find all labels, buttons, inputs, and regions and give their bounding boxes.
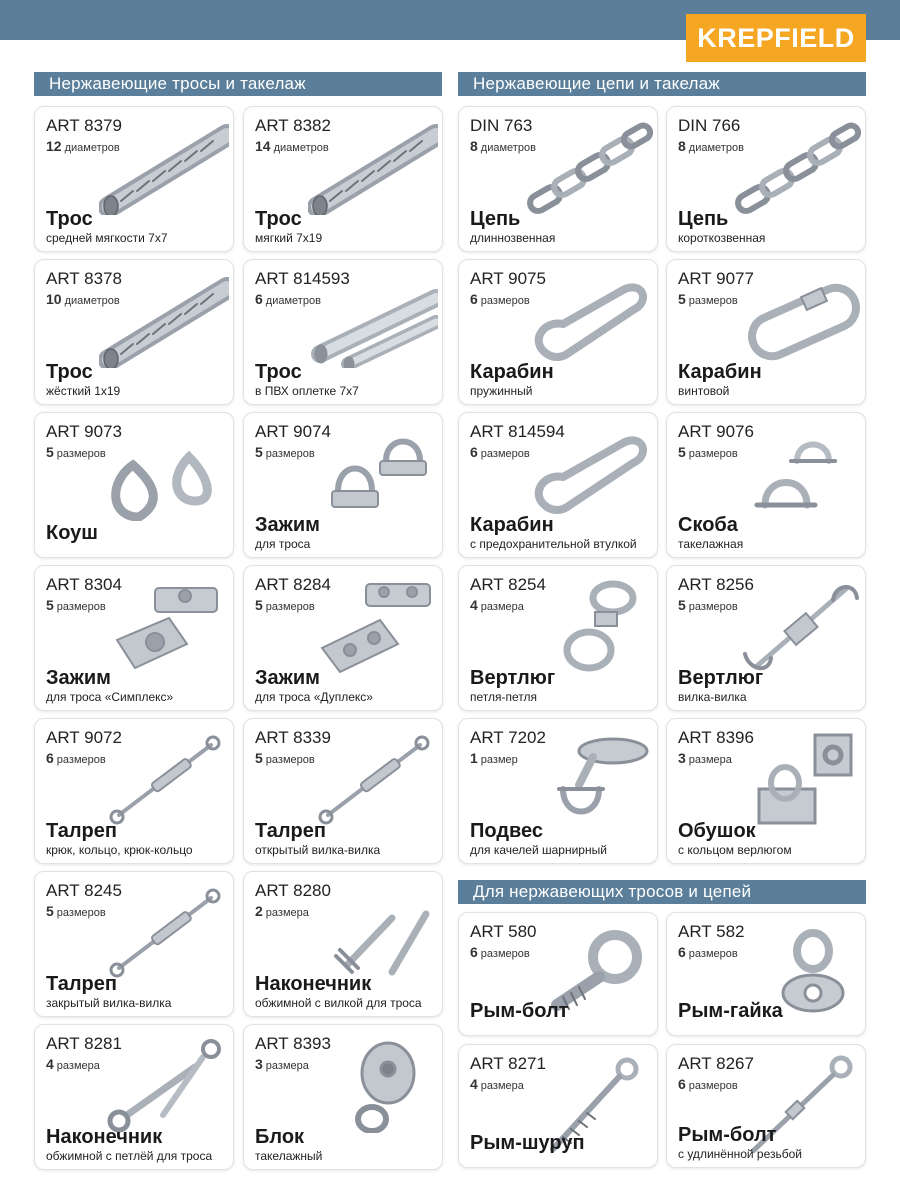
section-ropes-title: Нержавеющие тросы и такелаж <box>34 72 442 96</box>
product-description: крюк, кольцо, крюк-кольцо <box>46 843 193 857</box>
size-unit: диаметров <box>265 295 321 307</box>
product-article: ART 9075 <box>470 269 546 288</box>
product-article: ART 8339 <box>255 728 331 747</box>
product-card[interactable] <box>458 259 658 405</box>
size-count: 8 <box>678 138 686 154</box>
product-name: Рым-болт <box>470 1000 569 1022</box>
product-card[interactable] <box>34 259 234 405</box>
product-card[interactable] <box>666 565 866 711</box>
size-count: 5 <box>678 291 686 307</box>
size-count: 5 <box>46 597 54 613</box>
size-count: 3 <box>678 750 686 766</box>
size-count: 12 <box>46 138 62 154</box>
product-article: ART 8379 <box>46 116 122 135</box>
product-sizes <box>470 597 524 613</box>
product-card[interactable] <box>666 718 866 864</box>
product-article: ART 8393 <box>255 1034 331 1053</box>
product-description: в ПВХ оплетке 7x7 <box>255 384 359 398</box>
product-sizes <box>678 291 738 307</box>
product-article: ART 8284 <box>255 575 331 594</box>
product-name: Рым-болт <box>678 1124 777 1146</box>
product-name: Цепь <box>678 208 729 230</box>
product-card[interactable] <box>34 412 234 558</box>
chain-icon <box>523 115 653 215</box>
product-sizes <box>678 944 738 960</box>
size-count: 4 <box>470 597 478 613</box>
size-count: 6 <box>678 944 686 960</box>
product-article: ART 8254 <box>470 575 546 594</box>
product-name: Коуш <box>46 522 98 544</box>
product-description: мягкий 7x19 <box>255 231 323 245</box>
product-name: Трос <box>255 361 302 383</box>
product-card[interactable] <box>243 871 443 1017</box>
product-sizes <box>678 597 738 613</box>
product-name: Талреп <box>46 820 117 842</box>
product-name: Обушок <box>678 820 756 842</box>
product-sizes <box>46 444 106 460</box>
product-name: Зажим <box>255 514 320 536</box>
size-count: 14 <box>255 138 271 154</box>
product-description: закрытый вилка-вилка <box>46 996 172 1010</box>
product-card[interactable] <box>666 1044 866 1168</box>
product-sizes <box>255 750 315 766</box>
product-card[interactable] <box>243 1024 443 1170</box>
size-unit: диаметров <box>64 295 120 307</box>
product-article: ART 8256 <box>678 575 754 594</box>
product-sizes <box>255 597 315 613</box>
product-card[interactable] <box>458 565 658 711</box>
product-name: Карабин <box>470 514 554 536</box>
product-description: короткозвенная <box>678 231 766 245</box>
size-unit: размеров <box>265 601 315 613</box>
size-count: 4 <box>470 1076 478 1092</box>
product-name: Трос <box>46 361 93 383</box>
chain-icon <box>731 115 861 215</box>
size-unit: диаметров <box>480 142 536 154</box>
product-article: ART 8378 <box>46 269 122 288</box>
product-article: ART 8304 <box>46 575 122 594</box>
product-article: ART 9077 <box>678 269 754 288</box>
section-chains-title: Нержавеющие цепи и такелаж <box>458 72 866 96</box>
size-unit: размеров <box>688 295 738 307</box>
product-description: средней мягкости 7x7 <box>46 231 168 245</box>
size-count: 5 <box>255 444 263 460</box>
product-card[interactable] <box>243 412 443 558</box>
product-card[interactable] <box>243 718 443 864</box>
size-unit: размера <box>265 1060 309 1072</box>
product-article: ART 814593 <box>255 269 350 288</box>
product-article: ART 582 <box>678 922 745 941</box>
size-count: 6 <box>678 1076 686 1092</box>
product-sizes <box>678 1076 738 1092</box>
size-count: 5 <box>46 444 54 460</box>
size-unit: размера <box>688 754 732 766</box>
product-description: вилка-вилка <box>678 690 747 704</box>
product-sizes <box>470 444 530 460</box>
product-card[interactable] <box>34 106 234 252</box>
product-card[interactable] <box>34 718 234 864</box>
product-card[interactable] <box>458 718 658 864</box>
size-count: 6 <box>470 291 478 307</box>
product-card[interactable] <box>243 106 443 252</box>
product-name: Скоба <box>678 514 738 536</box>
product-description: для троса «Дуплекс» <box>255 690 373 704</box>
product-sizes <box>46 138 120 154</box>
size-count: 1 <box>470 750 478 766</box>
product-name: Карабин <box>470 361 554 383</box>
product-article: ART 580 <box>470 922 537 941</box>
product-name: Вертлюг <box>678 667 764 689</box>
product-sizes <box>470 291 530 307</box>
product-card[interactable] <box>458 106 658 252</box>
product-article: ART 814594 <box>470 422 565 441</box>
product-card[interactable] <box>666 912 866 1036</box>
product-sizes <box>46 903 106 919</box>
product-name: Талреп <box>46 973 117 995</box>
product-description: с предохранительной втулкой <box>470 537 637 551</box>
product-sizes <box>255 903 309 919</box>
section-accessories-title: Для нержавеющих тросов и цепей <box>458 880 866 904</box>
product-description: такелажный <box>255 1149 323 1163</box>
size-unit: размеров <box>480 448 530 460</box>
size-count: 10 <box>46 291 62 307</box>
product-sizes <box>470 1076 524 1092</box>
product-card[interactable] <box>34 565 234 711</box>
product-article: ART 9074 <box>255 422 331 441</box>
product-sizes <box>678 750 732 766</box>
size-count: 4 <box>46 1056 54 1072</box>
product-description: жёсткий 1x19 <box>46 384 121 398</box>
brand-logo: KREPFIELD <box>686 14 866 62</box>
product-description: пружинный <box>470 384 533 398</box>
product-sizes <box>678 138 744 154</box>
product-card[interactable] <box>666 412 866 558</box>
product-description: с кольцом верлюгом <box>678 843 792 857</box>
product-name: Подвес <box>470 820 544 842</box>
product-article: ART 8281 <box>46 1034 122 1053</box>
product-sizes <box>470 138 536 154</box>
product-description: такелажная <box>678 537 744 551</box>
product-card[interactable] <box>34 871 234 1017</box>
size-count: 6 <box>255 291 263 307</box>
size-count: 6 <box>470 944 478 960</box>
product-article: ART 8245 <box>46 881 122 900</box>
product-article: ART 9072 <box>46 728 122 747</box>
size-count: 6 <box>470 444 478 460</box>
product-sizes <box>470 750 518 766</box>
size-unit: размеров <box>688 948 738 960</box>
product-description: открытый вилка-вилка <box>255 843 381 857</box>
product-description: винтовой <box>678 384 730 398</box>
size-unit: размера <box>265 907 309 919</box>
size-unit: размеров <box>56 601 106 613</box>
size-count: 5 <box>255 750 263 766</box>
product-sizes <box>255 291 321 307</box>
size-count: 5 <box>678 597 686 613</box>
product-card[interactable] <box>666 259 866 405</box>
product-article: ART 9076 <box>678 422 754 441</box>
product-name: Цепь <box>470 208 521 230</box>
product-card[interactable] <box>243 259 443 405</box>
product-name: Наконечник <box>46 1126 163 1148</box>
size-unit: размера <box>56 1060 100 1072</box>
product-name: Наконечник <box>255 973 372 995</box>
product-card[interactable] <box>243 565 443 711</box>
size-count: 2 <box>255 903 263 919</box>
size-count: 6 <box>46 750 54 766</box>
product-description: обжимной с петлёй для троса <box>46 1149 213 1163</box>
product-name: Карабин <box>678 361 762 383</box>
size-unit: диаметров <box>688 142 744 154</box>
product-card[interactable] <box>458 412 658 558</box>
product-sizes <box>255 1056 309 1072</box>
product-description: для троса «Симплекс» <box>46 690 174 704</box>
size-unit: размеров <box>688 601 738 613</box>
product-card[interactable] <box>666 106 866 252</box>
product-name: Блок <box>255 1126 305 1148</box>
product-article: ART 7202 <box>470 728 546 747</box>
product-article: ART 8271 <box>470 1054 546 1073</box>
product-name: Зажим <box>46 667 111 689</box>
product-card[interactable] <box>458 912 658 1036</box>
size-unit: размера <box>480 1080 524 1092</box>
product-article: ART 8382 <box>255 116 331 135</box>
product-name: Трос <box>255 208 302 230</box>
size-unit: размеров <box>56 754 106 766</box>
size-unit: размеров <box>265 448 315 460</box>
product-article: ART 9073 <box>46 422 122 441</box>
product-sizes <box>255 138 329 154</box>
product-description: с удлинённой резьбой <box>678 1147 802 1161</box>
product-article: ART 8280 <box>255 881 331 900</box>
size-unit: размер <box>480 754 518 766</box>
size-count: 5 <box>46 903 54 919</box>
product-sizes <box>46 291 120 307</box>
product-sizes <box>46 750 106 766</box>
product-name: Вертлюг <box>470 667 556 689</box>
product-sizes <box>255 444 315 460</box>
product-sizes <box>46 597 106 613</box>
size-unit: размера <box>480 601 524 613</box>
product-card[interactable] <box>34 1024 234 1170</box>
product-name: Рым-гайка <box>678 1000 783 1022</box>
product-sizes <box>470 944 530 960</box>
size-unit: размеров <box>56 448 106 460</box>
product-sizes <box>678 444 738 460</box>
size-unit: размеров <box>56 907 106 919</box>
size-count: 5 <box>678 444 686 460</box>
product-card[interactable] <box>458 1044 658 1168</box>
product-name: Трос <box>46 208 93 230</box>
size-unit: размеров <box>688 448 738 460</box>
product-article: ART 8267 <box>678 1054 754 1073</box>
product-description: для троса <box>255 537 311 551</box>
size-count: 5 <box>255 597 263 613</box>
product-description: для качелей шарнирный <box>470 843 607 857</box>
size-unit: размеров <box>688 1080 738 1092</box>
product-article: DIN 766 <box>678 116 741 135</box>
product-name: Рым-шуруп <box>470 1132 585 1154</box>
size-unit: размеров <box>480 295 530 307</box>
size-unit: размеров <box>480 948 530 960</box>
product-description: обжимной с вилкой для троса <box>255 996 422 1010</box>
product-name: Талреп <box>255 820 326 842</box>
size-unit: размеров <box>265 754 315 766</box>
product-name: Зажим <box>255 667 320 689</box>
product-article: ART 8396 <box>678 728 754 747</box>
product-sizes <box>46 1056 100 1072</box>
product-article: DIN 763 <box>470 116 533 135</box>
size-unit: диаметров <box>273 142 329 154</box>
size-unit: диаметров <box>64 142 120 154</box>
product-description: петля-петля <box>470 690 538 704</box>
size-count: 3 <box>255 1056 263 1072</box>
product-description: длиннозвенная <box>470 231 556 245</box>
size-count: 8 <box>470 138 478 154</box>
